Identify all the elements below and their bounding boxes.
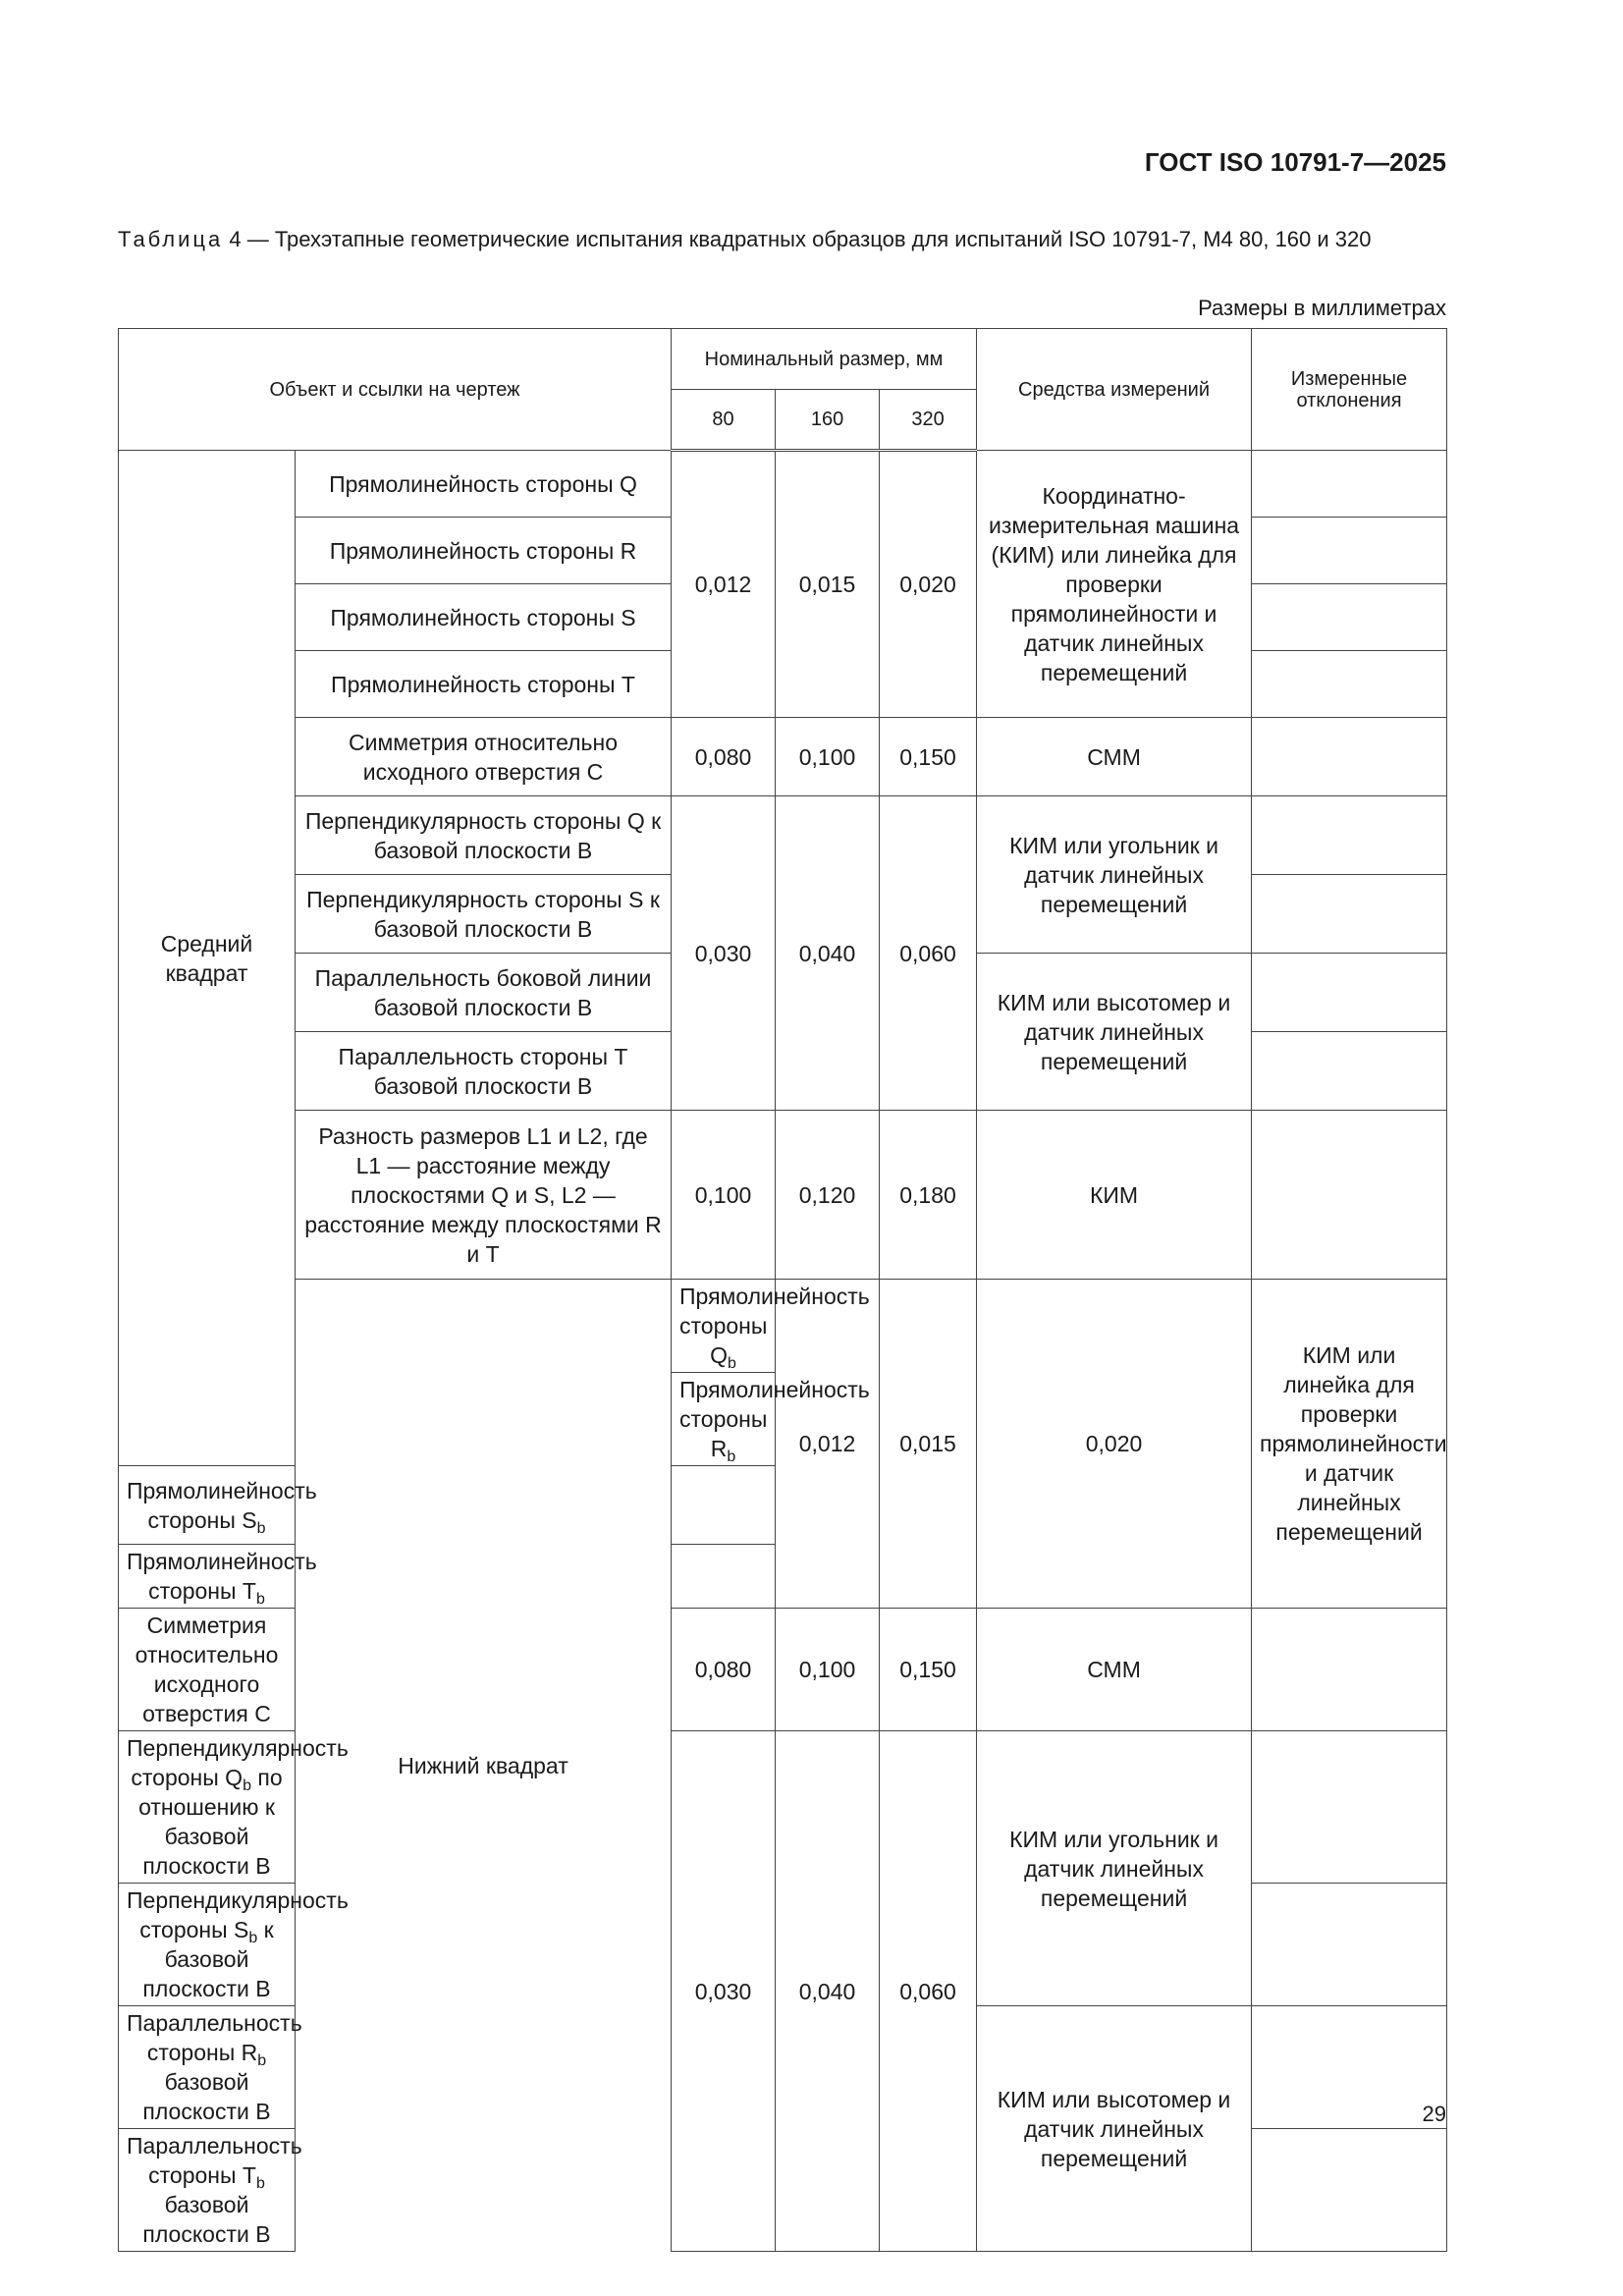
value-160: 0,040 — [776, 796, 880, 1111]
item-perpendicularity-qb: Перпендикулярность стороны $Q_b$ по отношению к базовой плоскости В — [119, 1731, 296, 1884]
value-80: 0,030 — [672, 796, 776, 1111]
value-320: 0,020 — [977, 1280, 1252, 1609]
item-perpendicularity-q: Перпендикулярность стороны Q к базовой плоскости В — [296, 796, 672, 875]
header-nominal-size: Номинальный размер, мм — [672, 329, 977, 390]
value-80: 0,080 — [672, 1609, 776, 1731]
item-parallelism-rb: Параллельность стороны $R_b$ базовой плоскости В — [119, 2006, 296, 2129]
value-80: 0,012 — [672, 451, 776, 718]
units-note: Размеры в миллиметрах — [1198, 296, 1446, 320]
deviation-cell[interactable] — [1252, 584, 1447, 651]
value-160: 0,120 — [776, 1111, 880, 1280]
value-320: 0,180 — [880, 1111, 977, 1280]
item-perpendicularity-s: Перпендикулярность стороны S к базовой плоскости В — [296, 875, 672, 954]
deviation-cell[interactable] — [1252, 718, 1447, 796]
value-160: 0,100 — [776, 1609, 880, 1731]
means-perpendicularity: КИМ или угольник и датчик линейных перемещений — [977, 796, 1252, 954]
item-straightness-tb: Прямолинейность стороны $T_b$ — [119, 1545, 296, 1609]
group-lower-square: Нижний квадрат — [296, 1280, 672, 2252]
item-straightness-rb: Прямолинейность стороны $R_b$ — [672, 1373, 776, 1466]
means-perpendicularity-lower: КИМ или угольник и датчик линейных перемещений — [977, 1731, 1252, 2006]
item-straightness-s: Прямолинейность стороны S — [296, 584, 672, 651]
header-object: Объект и ссылки на чертеж — [119, 329, 672, 451]
deviation-cell[interactable] — [672, 1545, 776, 1609]
value-160: 0,100 — [776, 718, 880, 796]
header-measured-deviations: Измеренные отклонения — [1252, 329, 1447, 451]
deviation-cell[interactable] — [1252, 1731, 1447, 1884]
document-code: ГОСТ ISO 10791-7—2025 — [1144, 147, 1446, 177]
deviation-cell[interactable] — [1252, 1884, 1447, 2006]
group-middle-square: Средний квадрат — [119, 451, 296, 1466]
header-size-160: 160 — [776, 390, 880, 451]
deviation-cell[interactable] — [1252, 954, 1447, 1032]
header-size-80: 80 — [672, 390, 776, 451]
value-80: 0,100 — [672, 1111, 776, 1280]
table-caption — [118, 224, 1443, 255]
deviation-cell[interactable] — [1252, 1032, 1447, 1111]
deviation-cell[interactable] — [1252, 875, 1447, 954]
means-symmetry-lower: СММ — [977, 1609, 1252, 1731]
item-size-difference: Разность размеров L1 и L2, где L1 — расстояние между плоскостями Q и S, L2 — расстояние между плоскостями R и T — [296, 1111, 672, 1280]
means-size-difference: КИМ — [977, 1111, 1252, 1280]
item-parallelism-tb: Параллельность стороны $T_b$ базовой плоскости В — [119, 2129, 296, 2252]
value-320: 0,150 — [880, 718, 977, 796]
page-number: 29 — [1422, 2102, 1446, 2126]
item-straightness-q: Прямолинейность стороны Q — [296, 451, 672, 518]
value-320: 0,150 — [880, 1609, 977, 1731]
item-straightness-t: Прямолинейность стороны T — [296, 651, 672, 718]
item-straightness-r: Прямолинейность стороны R — [296, 518, 672, 584]
item-parallelism-t: Параллельность стороны T базовой плоскости В — [296, 1032, 672, 1111]
value-160: 0,015 — [776, 451, 880, 718]
deviation-cell[interactable] — [1252, 1609, 1447, 1731]
item-symmetry: Симметрия относительно исходного отверстия С — [296, 718, 672, 796]
item-parallelism-side: Параллельность боковой линии базовой плоскости В — [296, 954, 672, 1032]
value-160: 0,015 — [880, 1280, 977, 1609]
deviation-cell[interactable] — [1252, 2006, 1447, 2129]
means-symmetry: СММ — [977, 718, 1252, 796]
item-perpendicularity-sb: Перпендикулярность стороны $S_b$ к базовой плоскости В — [119, 1884, 296, 2006]
value-320: 0,060 — [880, 1731, 977, 2252]
deviation-cell[interactable] — [1252, 451, 1447, 518]
caption-text: 4 — Трехэтапные геометрические испытания квадратных образцов для испытаний ISO 10791-7, М4 80, 160 и 320 — [223, 227, 1372, 251]
caption-label: Таблица — [118, 227, 224, 251]
means-straightness: Координатно-измерительная машина (КИМ) или линейка для проверки прямолинейности и датчик линейных перемещений — [977, 451, 1252, 718]
value-320: 0,060 — [880, 796, 977, 1111]
item-straightness-sb: Прямолинейность стороны $S_b$ — [119, 1466, 296, 1545]
geometric-tests-table — [118, 328, 1447, 2252]
deviation-cell[interactable] — [1252, 2129, 1447, 2252]
value-80: 0,012 — [776, 1280, 880, 1609]
value-320: 0,020 — [880, 451, 977, 718]
means-parallelism-lower: КИМ или высотомер и датчик линейных перемещений — [977, 2006, 1252, 2252]
deviation-cell[interactable] — [672, 1466, 776, 1545]
deviation-cell[interactable] — [1252, 518, 1447, 584]
item-symmetry-lower: Симметрия относительно исходного отверстия С — [119, 1609, 296, 1731]
deviation-cell[interactable] — [1252, 651, 1447, 718]
header-measuring-means: Средства измерений — [977, 329, 1252, 451]
item-straightness-qb: Прямолинейность стороны $Q_b$ — [672, 1280, 776, 1373]
value-160: 0,040 — [776, 1731, 880, 2252]
value-80: 0,030 — [672, 1731, 776, 2252]
deviation-cell[interactable] — [1252, 796, 1447, 875]
means-straightness-lower: КИМ или линейка для проверки прямолинейности и датчик линейных перемещений — [1252, 1280, 1447, 1609]
header-size-320: 320 — [880, 390, 977, 451]
deviation-cell[interactable] — [1252, 1111, 1447, 1280]
value-80: 0,080 — [672, 718, 776, 796]
means-parallelism: КИМ или высотомер и датчик линейных перемещений — [977, 954, 1252, 1111]
